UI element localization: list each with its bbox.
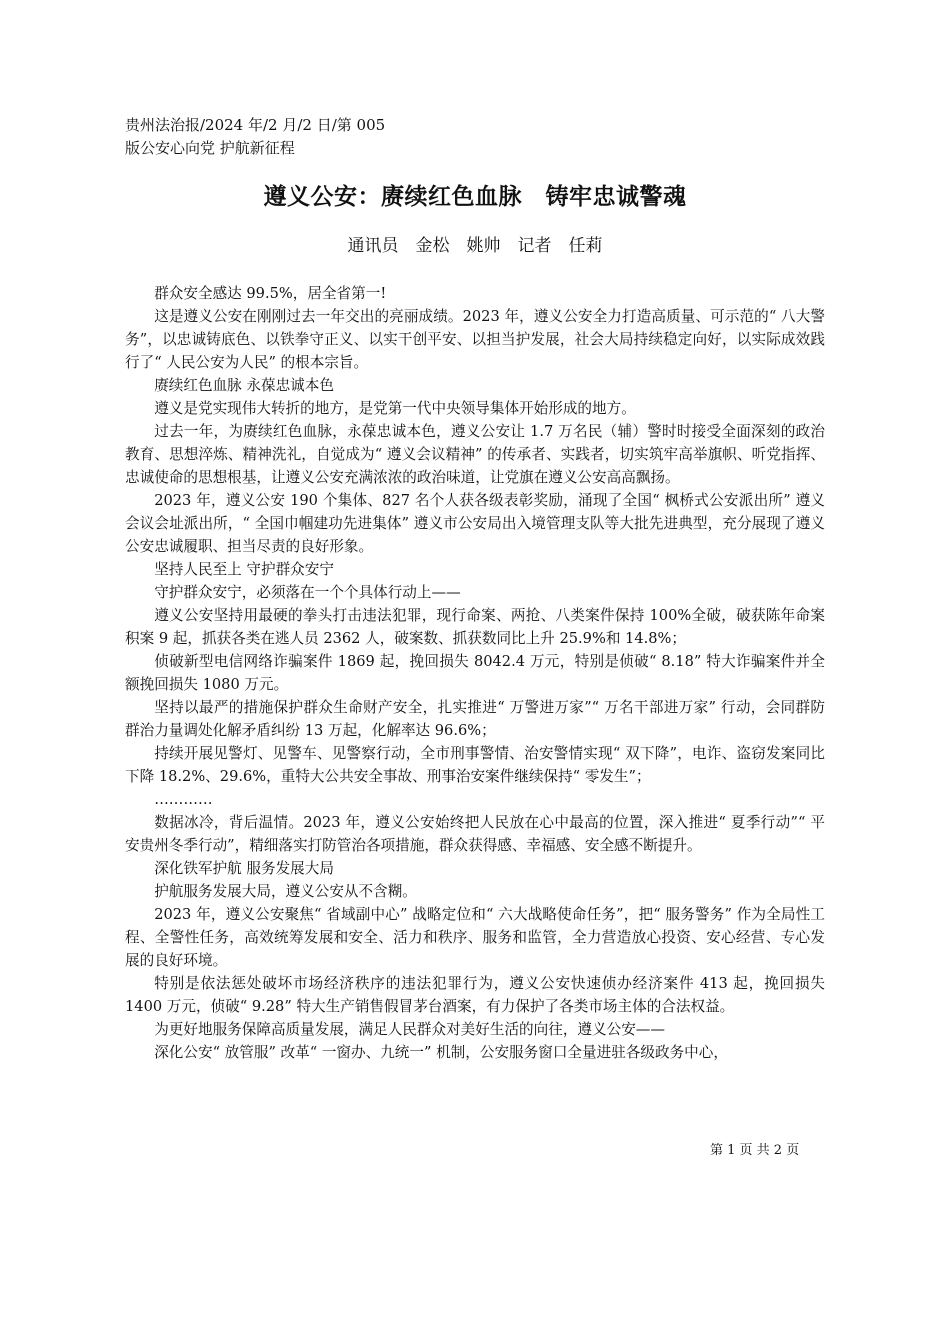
paragraph: 这是遵义公安在刚刚过去一年交出的亮丽成绩。2023 年，遵义公安全力打造高质量、可示范的“ 八大警务”，以忠诚铸底色、以铁拳守正义、以实干创平安、以担当护发展，社会大局持续稳定向好，以实际成效践行了“ 人民公安为人民” 的根本宗旨。 bbox=[125, 308, 825, 371]
article-byline: 通讯员 金松 姚帅 记者 任莉 bbox=[347, 236, 603, 256]
paragraph: 数据冰冷，背后温情。2023 年，遵义公安始终把人民放在心中最高的位置，深入推进“ 夏季行动”“ 平安贵州冬季行动”，精细落实打防管治各项措施，群众获得感、幸福感、安全感不断提升。 bbox=[125, 814, 825, 854]
source-line: 贵州法治报/2024 年/2 月/2 日/第 005 bbox=[125, 116, 386, 134]
paragraph: 坚持以最严的措施保护群众生命财产安全，扎实推进“ 万警进万家”“ 万名干部进万家” 行动，会同群防群治力量调处化解矛盾纠纷 13 万起，化解率达 96.6%； bbox=[125, 699, 825, 739]
publication-info bbox=[125, 114, 825, 160]
paragraph: 2023 年，遵义公安聚焦“ 省域副中心” 战略定位和“ 六大战略使命任务”，把“ 服务警务” 作为全局性工程、全警性任务，高效统筹发展和安全、活力和秩序、服务和监管，全力营造放心投资、安心经营、专心发展的良好环境。 bbox=[125, 906, 825, 969]
paragraph: 遵义是党实现伟大转折的地方，是党第一代中央领导集体开始形成的地方。 bbox=[154, 400, 636, 417]
paragraph: 深化公安“ 放管服” 改革“ 一窗办、九统一” 机制，公安服务窗口全量进驻各级政务中心， bbox=[154, 1044, 728, 1061]
paragraph: 持续开展见警灯、见警车、见警察行动，全市刑事警情、治安警情实现“ 双下降”，电诈、盗窃发案同比下降 18.2%、29.6%，重特大公共安全事故、刑事治安案件继续保持“ 零发生”； bbox=[125, 745, 825, 785]
section-heading: 坚持人民至上 守护群众安宁 bbox=[154, 561, 334, 578]
paragraph: 过去一年，为赓续红色血脉，永葆忠诚本色，遵义公安让 1.7 万名民（辅）警时时接受全面深刻的政治教育、思想淬炼、精神洗礼，自觉成为“ 遵义会议精神” 的传承者、实践者，切实筑牢高举旗帜、听党指挥、忠诚使命的思想根基，让遵义公安充满浓浓的政治味道，让党旗在遵义公安高高飘扬。 bbox=[125, 423, 825, 486]
article-body bbox=[125, 282, 825, 1064]
article-title: 遵义公安：赓续红色血脉 铸牢忠诚警魂 bbox=[263, 184, 687, 210]
paragraph: 遵义公安坚持用最硬的拳头打击违法犯罪，现行命案、两抢、八类案件保持 100%全破，破获陈年命案积案 9 起，抓获各类在逃人员 2362 人，破案数、抓获数同比上升 25.9%和 14.8%； bbox=[125, 607, 825, 647]
paragraph: 护航服务发展大局，遵义公安从不含糊。 bbox=[154, 883, 417, 900]
paragraph: 群众安全感达 99.5%，居全省第一! bbox=[154, 285, 387, 302]
paragraph: 特别是依法惩处破坏市场经济秩序的违法犯罪行为，遵义公安快速侦办经济案件 413 起，挽回损失 1400 万元，侦破“ 9.28” 特大生产销售假冒茅台酒案，有力保护了各类市场主体的合法权益。 bbox=[125, 975, 825, 1015]
paragraph: 2023 年，遵义公安 190 个集体、827 名个人获各级表彰奖励，涌现了全国“ 枫桥式公安派出所” 遵义会议会址派出所，“ 全国巾帼建功先进集体” 遵义市公安局出入境管理支队等大批先进典型，充分展现了遵义公安忠诚履职、担当尽责的良好形象。 bbox=[125, 492, 825, 555]
paragraph: 守护群众安宁，必须落在一个个具体行动上—— bbox=[154, 584, 461, 601]
section-line: 版公安心向党 护航新征程 bbox=[125, 139, 295, 157]
page-number: 第 1 页 共 2 页 bbox=[710, 1143, 800, 1158]
paragraph: 为更好地服务保障高质量发展，满足人民群众对美好生活的向往，遵义公安—— bbox=[154, 1021, 665, 1038]
paragraph: 侦破新型电信网络诈骗案件 1869 起，挽回损失 8042.4 万元，特别是侦破“ 8.18” 特大诈骗案件并全额挽回损失 1080 万元。 bbox=[125, 653, 825, 693]
section-heading: 深化铁军护航 服务发展大局 bbox=[154, 860, 334, 877]
section-heading: 赓续红色血脉 永葆忠诚本色 bbox=[154, 377, 334, 394]
ellipsis-line: ………… bbox=[154, 791, 213, 808]
